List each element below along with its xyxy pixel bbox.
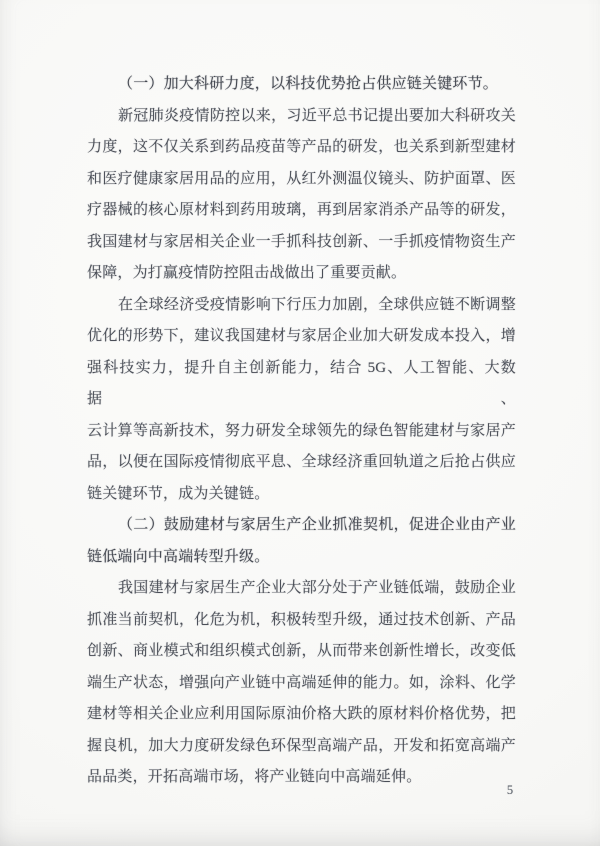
text-line: 在全球经济受疫情影响下行压力加剧，全球供应链不断调整: [118, 296, 516, 313]
section-heading-2: [87, 510, 516, 573]
text-line: 品，以便在国际疫情彻底平息、全球经济重回轨道之后抢占供应: [87, 454, 516, 470]
text-line: 品品类，开拓高端市场，将产业链向中高端延伸。: [87, 769, 422, 785]
text-line: 云计算等高新技术，努力研发全球领先的绿色智能建材与家居产: [87, 422, 516, 439]
text-line: （二）鼓励建材与家居生产企业抓准契机，促进企业由产业: [118, 517, 516, 533]
text-line: 保障，为打赢疫情防控阻击战做出了重要贡献。: [87, 265, 407, 281]
body-paragraph-1: [87, 101, 516, 290]
text-line: 创新、商业模式和组织模式创新，从而带来创新性增长，改变低: [87, 643, 516, 659]
text-line: 建材等相关企业应利用国际原油价格大跌的原材料价格优势，把: [87, 706, 516, 722]
text-line: 抓准当前契机，化危为机，积极转型升级，通过技术创新、产品: [87, 611, 516, 628]
text-line: 强科技实力，提升自主创新能力，结合 5G、人工智能、大数据、: [87, 359, 516, 407]
text-line: 和医疗健康家居用品的应用，从红外测温仪镜头、防护面罩、医: [87, 170, 516, 187]
text-line: 握良机，加大力度研发绿色环保型高端产品，开发和拓宽高端产: [87, 737, 516, 754]
text-line: 链低端向中高端转型升级。: [87, 548, 270, 565]
text-line: 我国建材与家居相关企业一手抓科技创新、一手抓疫情物资生产: [87, 233, 516, 250]
document-text-block: [87, 69, 516, 794]
text-line: 力度，这不仅关系到药品疫苗等产品的研发，也关系到新型建材: [87, 139, 516, 155]
section-heading-1: [87, 69, 516, 101]
text-line: 端生产状态，增强向产业链中高端延伸的能力。如，涂料、化学: [87, 674, 516, 691]
body-paragraph-2: [87, 290, 516, 511]
text-line: 新冠肺炎疫情防控以来，习近平总书记提出要加大科研攻关: [118, 107, 516, 124]
text-line: 我国建材与家居生产企业大部分处于产业链低端，鼓励企业: [118, 580, 516, 596]
text-line: （一）加大科研力度，以科技优势抢占供应链关键环节。: [118, 76, 499, 92]
text-line: 链关键环节，成为关键链。: [87, 485, 270, 502]
text-line: 疗器械的核心原材料到药用玻璃，再到居家消杀产品等的研发，: [87, 202, 516, 218]
page-number: 5: [506, 783, 514, 797]
body-paragraph-3: [87, 573, 516, 794]
text-line: 优化的形势下，建议我国建材与家居企业加大研发成本投入，增: [87, 328, 516, 344]
